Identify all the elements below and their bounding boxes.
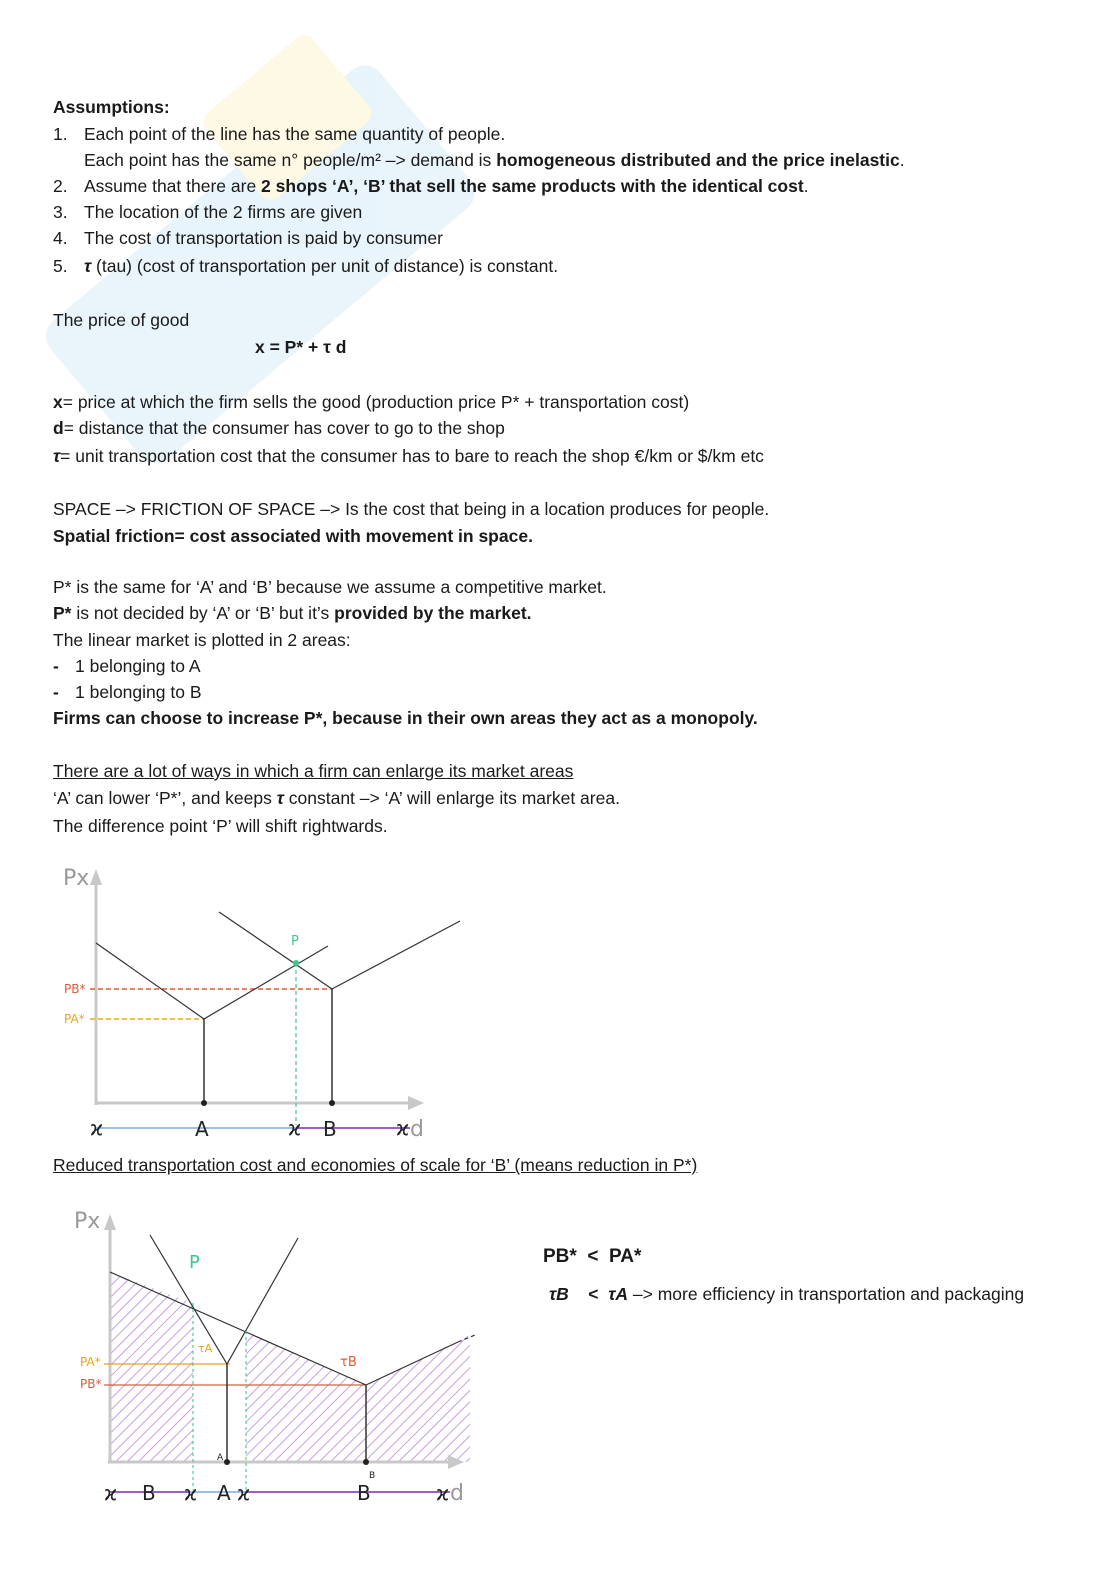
p-point — [293, 960, 299, 966]
d-axis-label: d — [450, 1481, 464, 1506]
pb-label: PB* — [80, 1377, 102, 1391]
bullet-dash: - — [53, 682, 59, 702]
linear-market-line: The linear market is plotted in 2 areas: — [53, 630, 351, 650]
a-axis-label: A — [217, 1481, 231, 1505]
list-number: 2. — [53, 176, 68, 196]
assumption-1: Each point of the line has the same quantity of people. — [84, 124, 506, 144]
pstar-same-line: P* is the same for ‘A’ and ‘B’ because we assume a competitive market. — [53, 577, 607, 597]
definition-x: x= price at which the firm sells the good (production price P* + transportation cost) — [53, 392, 690, 412]
small-a-label: A — [217, 1453, 224, 1463]
a-dot — [224, 1459, 230, 1465]
firm-b-right-line — [332, 921, 460, 989]
bullet-dash: - — [53, 656, 59, 676]
assumption-2: Assume that there are 2 shops ‘A’, ‘B’ that sell the same products with the identical cost. — [84, 176, 809, 196]
pa-label: PA* — [80, 1355, 101, 1369]
assumption-4: The cost of transportation is paid by consumer — [84, 228, 443, 248]
a-axis-label: A — [195, 1117, 209, 1141]
list-number: 4. — [53, 228, 68, 248]
boundary-mark: ϰ — [104, 1481, 118, 1505]
price-formula: x = P* + τ d — [255, 337, 347, 357]
small-b-label: B — [369, 1471, 376, 1481]
tau-comparison: τB < τA –> more efficiency in transportation and packaging — [549, 1284, 1025, 1304]
b-left-axis-label: B — [142, 1481, 156, 1505]
boundary-mark: ϰ — [288, 1116, 302, 1140]
b-axis-label: B — [357, 1481, 371, 1505]
x-axis-arrow — [408, 1096, 424, 1110]
pa-label: PA* — [64, 1012, 85, 1026]
pstar-market-line: P* is not decided by ‘A’ or ‘B’ but it’s provided by the market. — [53, 603, 532, 623]
y-axis-arrow — [104, 1214, 116, 1230]
a-dot — [201, 1100, 207, 1106]
d-axis-label: d — [410, 1117, 424, 1142]
firms-choose-line: Firms can choose to increase P*, because in their own areas they act as a monopoly. — [53, 708, 758, 728]
y-axis-arrow — [90, 869, 102, 885]
shift-line: The difference point ‘P’ will shift rightwards. — [53, 816, 388, 836]
b-axis-label: B — [323, 1117, 337, 1141]
assumption-1b: Each point has the same n° people/m² –> demand is homogeneous distributed and the price inelastic. — [84, 150, 905, 170]
area-item: 1 belonging to B — [75, 682, 202, 702]
spatial-friction-definition: Spatial friction= cost associated with movement in space. — [53, 526, 533, 546]
boundary-mark: ϰ — [90, 1116, 104, 1140]
list-number: 3. — [53, 202, 68, 222]
boundary-mark: ϰ — [396, 1116, 410, 1140]
y-axis-label: Px — [63, 866, 90, 891]
tau-b-label: τB — [340, 1355, 357, 1370]
tau-a-label: τA — [198, 1342, 213, 1355]
definition-tau: τ= unit transportation cost that the consumer has to bare to reach the shop €/km or $/km etc — [53, 446, 764, 466]
b-market-area-far — [366, 1335, 470, 1462]
diagram-2 — [60, 1200, 500, 1510]
lower-pstar-line: ‘A’ can lower ‘P*’, and keeps τ constant –> ‘A’ will enlarge its market area. — [53, 788, 620, 808]
boundary-mark: ϰ — [184, 1481, 198, 1505]
firm-a-price-line — [96, 943, 328, 1019]
diagram-1 — [50, 855, 490, 1150]
space-friction-line: SPACE –> FRICTION OF SPACE –> Is the cost that being in a location produces for people. — [53, 499, 770, 519]
boundary-mark: ϰ — [436, 1481, 450, 1505]
list-number: 1. — [53, 124, 68, 144]
p-label: P — [189, 1252, 200, 1273]
b-market-area-right — [246, 1331, 366, 1462]
ways-heading: There are a lot of ways in which a firm can enlarge its market areas — [53, 761, 574, 781]
price-intro: The price of good — [53, 310, 190, 330]
b-dot — [363, 1459, 369, 1465]
b-market-area-left — [110, 1272, 193, 1462]
assumption-3: The location of the 2 firms are given — [84, 202, 363, 222]
y-axis-label: Px — [74, 1209, 101, 1234]
assumption-5: τ (tau) (cost of transportation per unit of distance) is constant. — [84, 256, 559, 276]
boundary-mark: ϰ — [237, 1481, 251, 1505]
price-comparison: PB* < PA* — [543, 1246, 642, 1267]
b-dot — [329, 1100, 335, 1106]
p-label: P — [291, 934, 299, 949]
definition-d: d= distance that the consumer has cover to go to the shop — [53, 418, 505, 438]
list-number: 5. — [53, 256, 68, 276]
reduced-cost-heading: Reduced transportation cost and economies of scale for ‘B’ (means reduction in P*) — [53, 1155, 698, 1175]
pb-label: PB* — [64, 982, 86, 996]
assumptions-heading: Assumptions: — [53, 97, 170, 117]
area-item: 1 belonging to A — [75, 656, 201, 676]
